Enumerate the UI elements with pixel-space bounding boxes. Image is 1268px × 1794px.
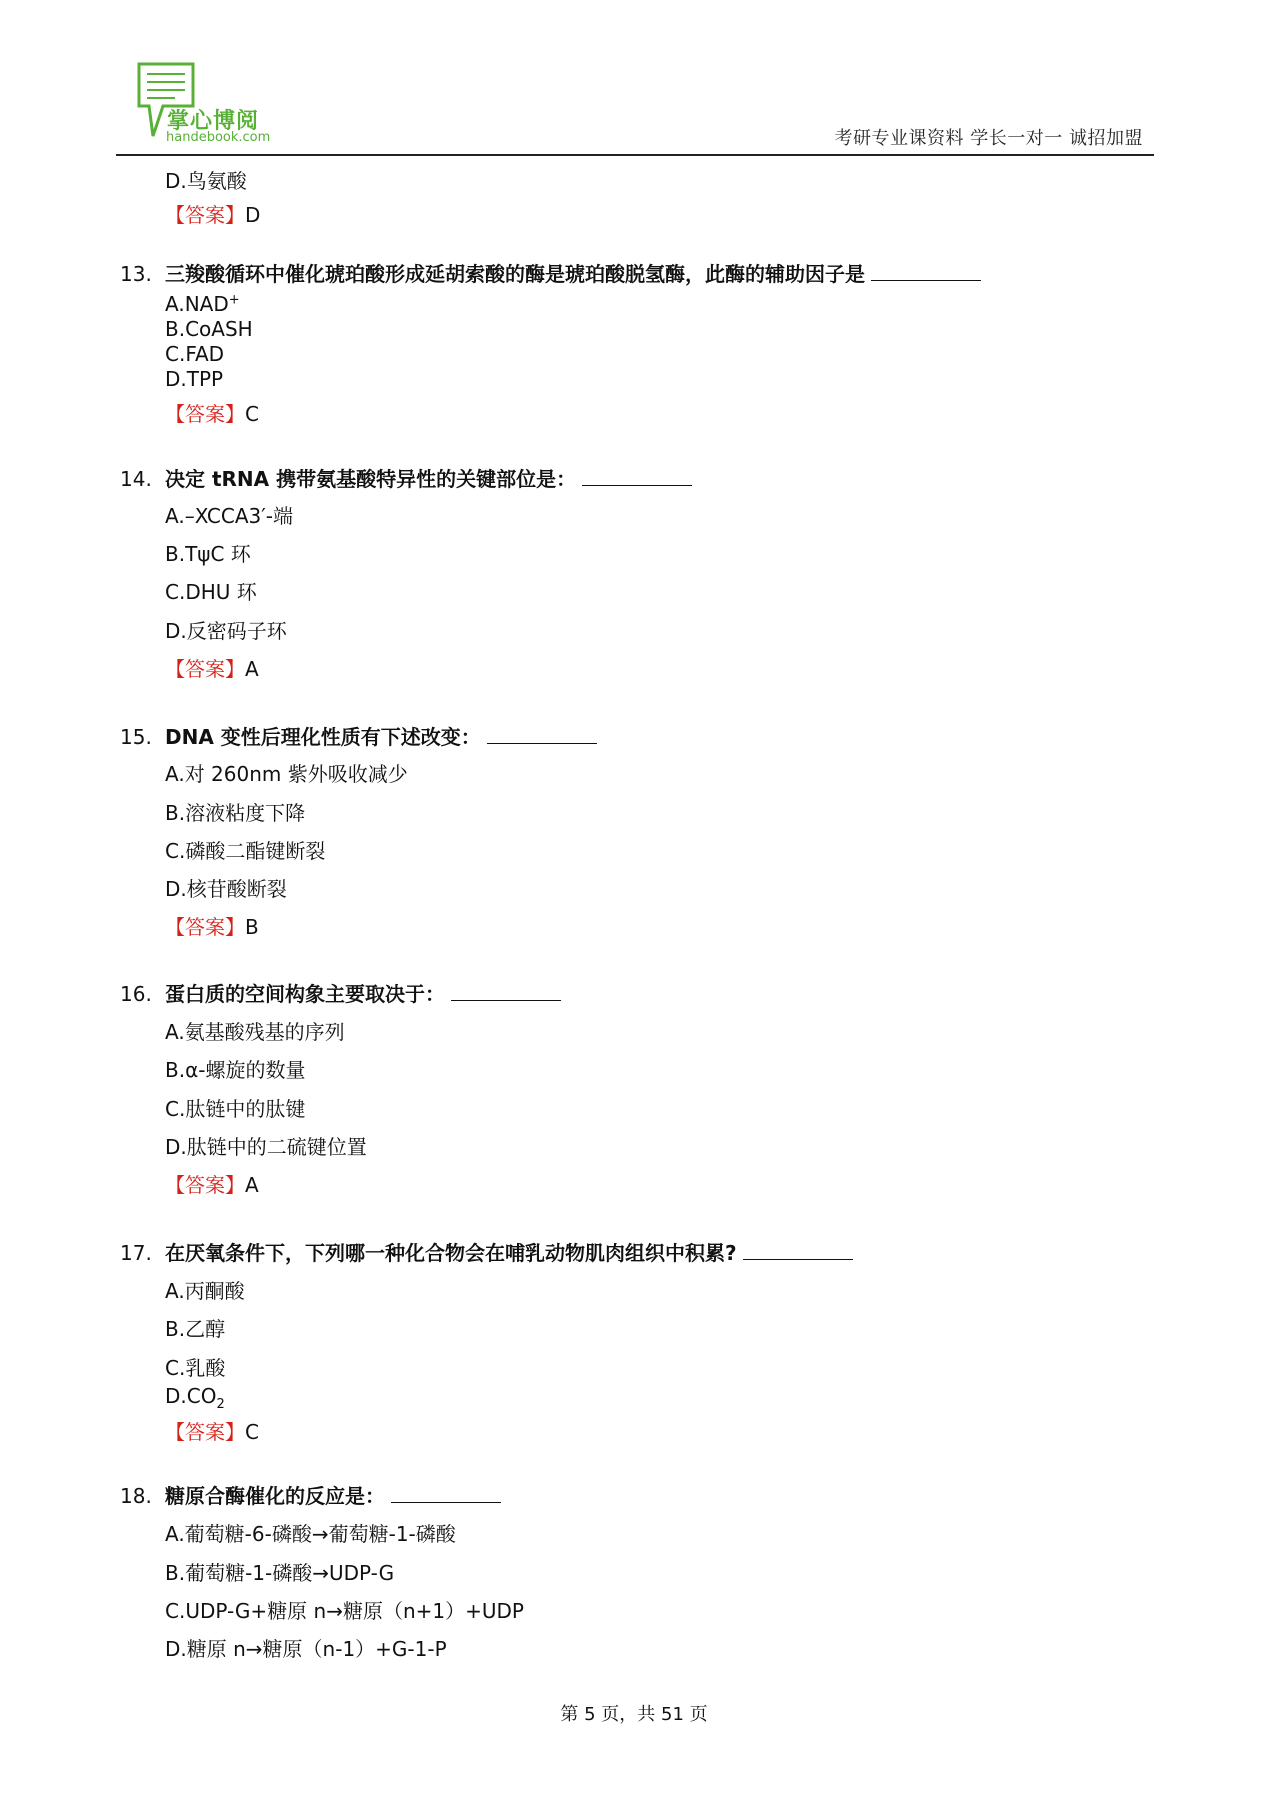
option-d: D.核苷酸断裂 <box>165 877 287 901</box>
option-a: A.–XCCA3′-端 <box>165 504 294 528</box>
option-d <box>165 1384 225 1412</box>
answer-blank <box>743 1239 853 1260</box>
question-16 <box>120 978 561 1007</box>
option-d: D.糖原 n→糖原（n-1）+G-1-P <box>165 1637 447 1661</box>
answer-value: D <box>245 203 261 227</box>
header-slogan: 考研专业课资料 学长一对一 诚招加盟 <box>834 128 1143 149</box>
question-number: 18. <box>120 1484 152 1508</box>
answer-value: A <box>245 1173 259 1197</box>
option-d: D.TPP <box>165 367 224 391</box>
answer-line <box>165 1416 259 1445</box>
answer-blank <box>871 260 981 281</box>
option-b: B.溶液粘度下降 <box>165 801 306 825</box>
option-d: D.反密码子环 <box>165 619 287 643</box>
option-d: D.肽链中的二硫键位置 <box>165 1135 367 1159</box>
answer-tag: 【答案】 <box>165 1173 245 1197</box>
answer-line <box>165 398 259 427</box>
question-text: 在厌氧条件下，下列哪一种化合物会在哺乳动物肌肉组织中积累? <box>165 1241 737 1265</box>
answer-blank <box>487 723 597 744</box>
question-17 <box>120 1237 853 1266</box>
answer-blank <box>391 1482 501 1503</box>
answer-value: A <box>245 657 259 681</box>
superscript: + <box>228 292 240 308</box>
answer-tag: 【答案】 <box>165 915 245 939</box>
question-18 <box>120 1480 501 1509</box>
question-text: 蛋白质的空间构象主要取决于： <box>165 982 445 1006</box>
answer-value: C <box>245 402 259 426</box>
question-text: 三羧酸循环中催化琥珀酸形成延胡索酸的酶是琥珀酸脱氢酶，此酶的辅助因子是 <box>165 262 865 286</box>
question-15 <box>120 721 597 750</box>
question-text: 糖原合酶催化的反应是： <box>165 1484 385 1508</box>
option-c: C.肽链中的肽键 <box>165 1097 306 1121</box>
question-text: 决定 tRNA 携带氨基酸特异性的关键部位是： <box>165 467 577 491</box>
page-header <box>0 0 1268 160</box>
answer-line <box>165 653 259 682</box>
option-a: A.丙酮酸 <box>165 1279 245 1303</box>
answer-line <box>165 199 260 228</box>
option-a: A.葡萄糖-6-磷酸→葡萄糖-1-磷酸 <box>165 1522 456 1546</box>
question-number: 17. <box>120 1241 152 1265</box>
answer-tag: 【答案】 <box>165 1420 245 1444</box>
option-b: B.葡萄糖-1-磷酸→UDP-G <box>165 1561 395 1585</box>
answer-blank <box>582 465 692 486</box>
option-d: D.鸟氨酸 <box>165 169 247 193</box>
answer-line <box>165 911 259 940</box>
option-b: B.α-螺旋的数量 <box>165 1058 306 1082</box>
answer-blank <box>451 980 561 1001</box>
page-footer: 第 5 页，共 51 页 <box>560 1704 708 1725</box>
option-c: C.磷酸二酯键断裂 <box>165 839 326 863</box>
answer-value: B <box>245 915 259 939</box>
option-a <box>165 292 240 316</box>
question-number: 16. <box>120 982 152 1006</box>
option-b: B.CoASH <box>165 317 253 341</box>
question-number: 14. <box>120 467 152 491</box>
option-b: B.乙醇 <box>165 1317 226 1341</box>
answer-tag: 【答案】 <box>165 203 245 227</box>
answer-tag: 【答案】 <box>165 402 245 426</box>
option-c: C.UDP-G+糖原 n→糖原（n+1）+UDP <box>165 1599 524 1623</box>
option-c: C.FAD <box>165 342 225 366</box>
question-14 <box>120 463 692 492</box>
option-a: A.对 260nm 紫外吸收减少 <box>165 762 408 786</box>
option-c: C.DHU 环 <box>165 580 257 604</box>
question-number: 15. <box>120 725 152 749</box>
logo-url: handebook.com <box>166 130 271 145</box>
question-text: DNA 变性后理化性质有下述改变： <box>165 725 481 749</box>
option-b: B.TψC 环 <box>165 542 251 566</box>
question-13 <box>120 258 981 287</box>
option-text: D.CO <box>165 1384 217 1408</box>
logo-text: 掌心博阅 <box>167 109 260 134</box>
subscript: 2 <box>216 1397 225 1412</box>
question-number: 13. <box>120 262 152 286</box>
answer-line <box>165 1169 259 1198</box>
option-a: A.氨基酸残基的序列 <box>165 1020 345 1044</box>
option-text: A.NAD <box>165 292 229 316</box>
header-divider <box>116 154 1154 156</box>
option-c: C.乳酸 <box>165 1356 226 1380</box>
answer-tag: 【答案】 <box>165 657 245 681</box>
answer-value: C <box>245 1420 259 1444</box>
